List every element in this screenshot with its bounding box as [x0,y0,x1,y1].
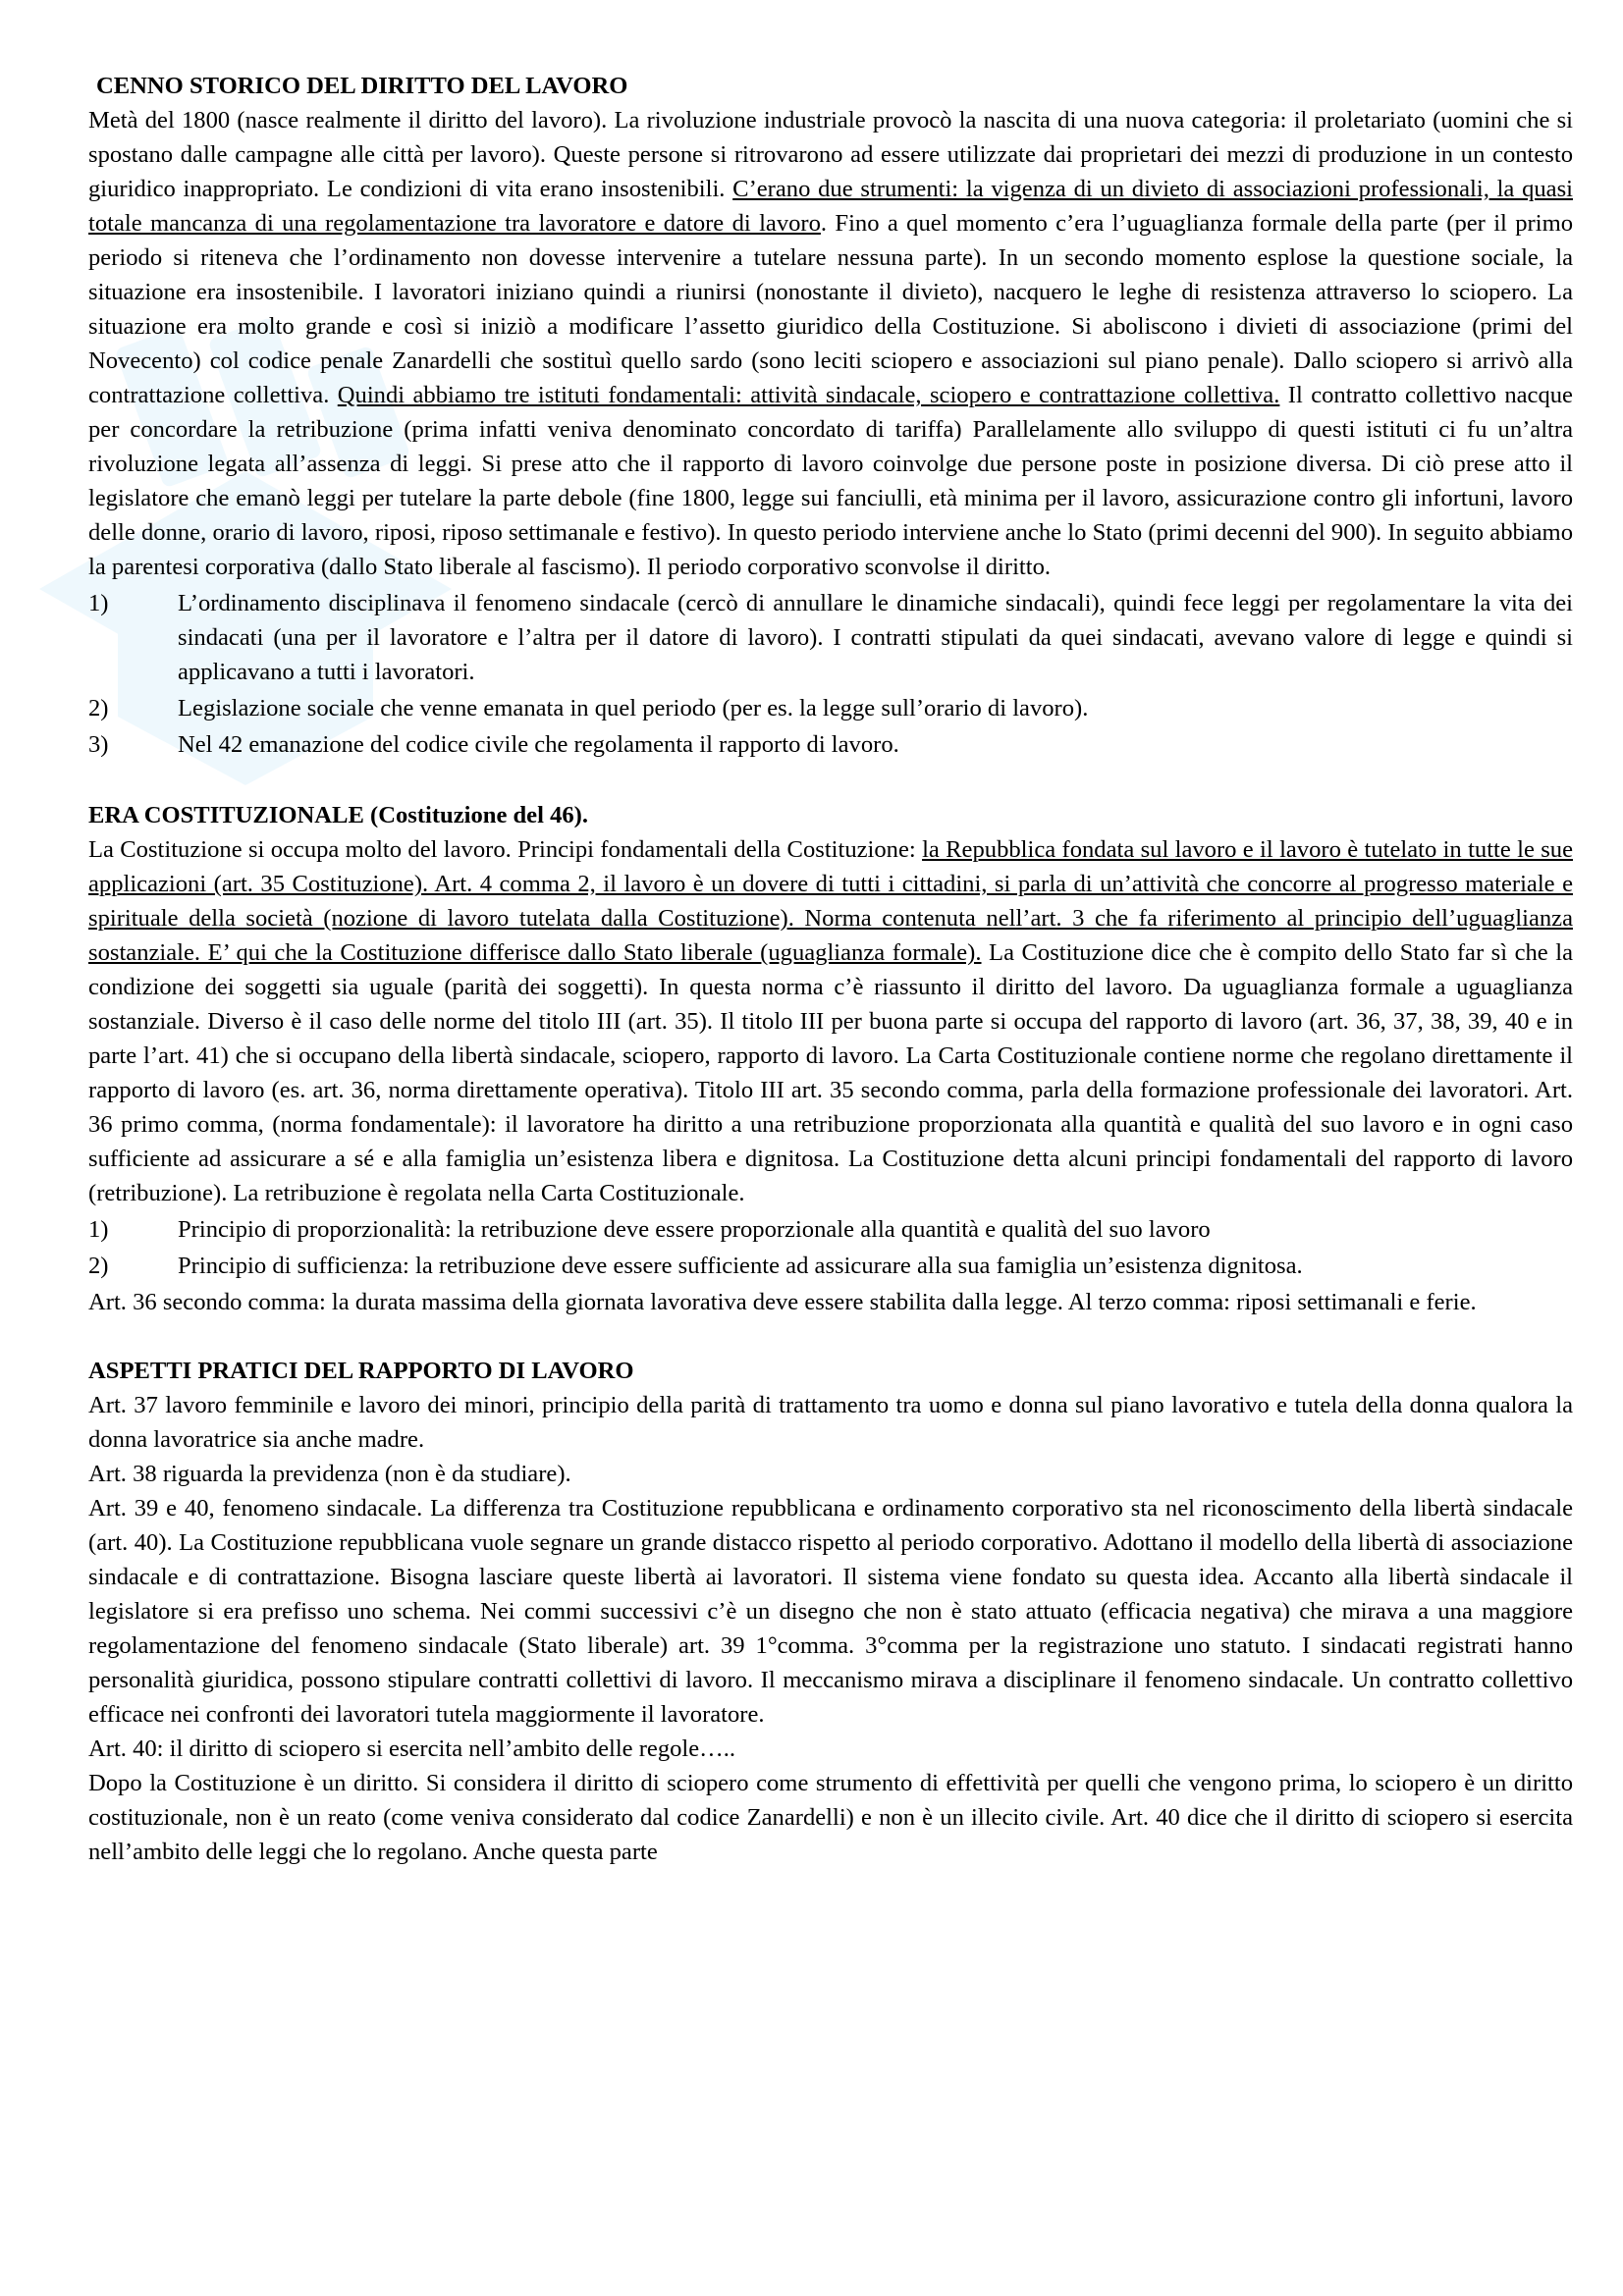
list-item [88,1212,1573,1247]
list-text: Principio di proporzionalità: la retribuzione deve essere proporzionale alla quantità e qualità del suo lavoro [178,1216,1211,1243]
paragraph-era-costituzionale [88,832,1573,1210]
list-text: Legislazione sociale che venne emanata in quel periodo (per es. la legge sull’orario di lavoro). [178,695,1089,721]
text-run: La Costituzione dice che è compito dello Stato far sì che la condizione dei soggetti sia uguale (parità dei soggetti). In questa norma c’è riassunto il diritto del lavoro. Da uguaglianza formale a uguaglianza sostanziale. Diverso è il caso delle norme del titolo III (art. 35). Il titolo III per buona parte si occupa del rapporto di lavoro (art. 36, 37, 38, 39, 40 e in parte l’art. 41) che si occupano della libertà sindacale, sciopero, rapporto di lavoro. La Carta Costituzionale contiene norme che regolano direttamente il rapporto di lavoro (es. art. 36, norma direttamente operativa). Titolo III art. 35 secondo comma, parla della formazione professionale dei lavoratori. Art. 36 primo comma, (norma fondamentale): il lavoratore ha diritto a una retribuzione proporzionata alla quantità e qualità del suo lavoro e in ogni caso sufficiente ad assicurare a sé e alla famiglia un’esistenza libera e dignitosa. La Costituzione detta alcuni principi fondamentali del rapporto di lavoro (retribuzione). La retribuzione è regolata nella Carta Costituzionale. [88,939,1573,1206]
paragraph-art-40: Art. 40: il diritto di sciopero si esercita nell’ambito delle regole….. [88,1735,736,1762]
list-text: Principio di sufficienza: la retribuzione deve essere sufficiente ad assicurare alla sua famiglia un’esistenza dignitosa. [178,1253,1303,1279]
paragraph-art-38: Art. 38 riguarda la previdenza (non è da studiare). [88,1461,571,1487]
document-page [88,69,1573,1869]
list-text: L’ordinamento disciplinava il fenomeno sindacale (cercò di annullare le dinamiche sindacali), quindi fece leggi per regolamentare la vita dei sindacati (una per il lavoratore e l’altra per il datore di lavoro). I contratti stipulati da quei sindacati, avevano valore di legge e quindi si applicavano a tutti i lavoratori. [178,590,1573,685]
text-run: Il contratto collettivo nacque per concordare la retribuzione (prima infatti veniva denominato concordato di tariffa) Parallelamente allo sviluppo di questi istituti ci fu un’altra rivoluzione legata all’assenza di leggi. Si prese atto che il rapporto di lavoro coinvolge due persone poste in posizione diversa. Di ciò prese atto il legislatore che emanò leggi per tutelare la parte debole (fine 1800, legge sui fanciulli, età minima per il lavoro, assicurazione contro gli infortuni, lavoro delle donne, orario di lavoro, riposi, riposo settimanale e festivo). In questo periodo interviene anche lo Stato (primi decenni del 900). In seguito abbiamo la parentesi corporativa (dallo Stato liberale al fascismo). Il periodo corporativo sconvolse il diritto. [88,382,1573,580]
spacer [88,1319,1573,1354]
paragraph-art-37: Art. 37 lavoro femminile e lavoro dei minori, principio della parità di trattamento tra uomo e donna sul piano lavorativo e tutela della donna qualora la donna lavoratrice sia anche madre. [88,1392,1573,1453]
spacer [88,764,1573,798]
section-heading-era-costituzionale: ERA COSTITUZIONALE (Costituzione del 46). [88,802,589,828]
paragraph-sciopero: Dopo la Costituzione è un diritto. Si considera il diritto di sciopero come strumento di effettività per quelli che vengono prima, lo sciopero è un diritto costituzionale, non è un reato (come veniva considerato dal codice Zanardelli) e non è un illecito civile. Art. 40 dice che il diritto di sciopero si esercita nell’ambito delle leggi che lo regolano. Anche questa parte [88,1770,1573,1865]
section-heading-cenno-storico: CENNO STORICO DEL DIRITTO DEL LAVORO [96,73,628,99]
text-run: La Costituzione si occupa molto del lavoro. Principi fondamentali della Costituzione: [88,836,923,863]
list-number: 2) [88,1253,109,1279]
paragraph-art-36: Art. 36 secondo comma: la durata massima della giornata lavorativa deve essere stabilita dalla legge. Al terzo comma: riposi settimanali e ferie. [88,1289,1477,1315]
list-number: 1) [88,590,109,616]
underlined-text: la Repubblica fondata sul lavoro e il lavoro è tutelato in tutte le sue applicazioni (art. 35 Costituzione). Art. 4 comma 2, il lavoro è un dovere di tutti i cittadini, si parla di un’attività che concorre al progresso materiale e spirituale della società (nozione di lavoro tutelata dalla Costituzione). Norma contenuta nell’art. 3 che fa riferimento al principio dell’uguaglianza sostanziale. E’ qui che la Costituzione differisce dallo Stato liberale (uguaglianza formale). [88,836,1573,966]
underlined-text: Quindi abbiamo tre istituti fondamentali: attività sindacale, sciopero e contrattazione collettiva. [337,382,1280,408]
list-item [88,1249,1573,1283]
list-item [88,727,1573,762]
list-number: 1) [88,1216,109,1243]
text-run: Metà del 1800 (nasce realmente il diritto del lavoro). La rivoluzione industriale provocò la nascita di una nuova categoria: il proletariato (uomini che si spostano dalle campagne alle città per lavoro). Queste persone si ritrovarono ad essere utilizzate dai proprietari dei mezzi di produzione in un contesto giuridico inappropriato. Le condizioni di vita erano insostenibili. [88,107,1573,202]
list-item [88,586,1573,689]
section-heading-aspetti-pratici: ASPETTI PRATICI DEL RAPPORTO DI LAVORO [88,1358,634,1384]
list-item [88,691,1573,725]
list-number: 3) [88,731,109,758]
underlined-text: C’erano due strumenti: la vigenza di un divieto di associazioni professionali, la quasi totale mancanza di una regolamentazione tra lavoratore e datore di lavoro [88,176,1573,237]
text-run: . Fino a quel momento c’era l’uguaglianza formale della parte (per il primo periodo si riteneva che l’ordinamento non dovesse intervenire a tutelare nessuna parte). In un secondo momento esplose la questione sociale, la situazione era insostenibile. I lavoratori iniziano quindi a riunirsi (nonostante il divieto), nacquero le leghe di resistenza attraverso lo sciopero. La situazione era molto grande e così si iniziò a modificare l’assetto giuridico della Costituzione. Si aboliscono i divieti di associazione (primi del Novecento) col codice penale Zanardelli che sostituì quello sardo (sono leciti sciopero e associazioni sul piano penale). Dallo sciopero si arrivò alla contrattazione collettiva. [88,210,1573,408]
list-text: Nel 42 emanazione del codice civile che regolamenta il rapporto di lavoro. [178,731,899,758]
paragraph-art-39-40: Art. 39 e 40, fenomeno sindacale. La differenza tra Costituzione repubblicana e ordinamento corporativo sta nel riconoscimento della libertà sindacale (art. 40). La Costituzione repubblicana vuole segnare un grande distacco rispetto al periodo corporativo. Adottano il modello della libertà di associazione sindacale e di contrattazione. Bisogna lasciare queste libertà ai lavoratori. Il sistema viene fondato su questa idea. Accanto alla libertà sindacale il legislatore si era prefisso uno schema. Nei commi successivi c’è un disegno che non è stato attuato (efficacia negativa) che mirava a una maggiore regolamentazione del fenomeno sindacale (Stato liberale) art. 39 1°comma. 3°comma per la registrazione uno statuto. I sindacati registrati hanno personalità giuridica, possono stipulare contratti collettivi di lavoro. Il meccanismo mirava a disciplinare il fenomeno sindacale. Un contratto collettivo efficace nei confronti dei lavoratori tutela maggiormente il lavoratore. [88,1495,1573,1728]
list-number: 2) [88,695,109,721]
paragraph-cenno-storico [88,103,1573,584]
